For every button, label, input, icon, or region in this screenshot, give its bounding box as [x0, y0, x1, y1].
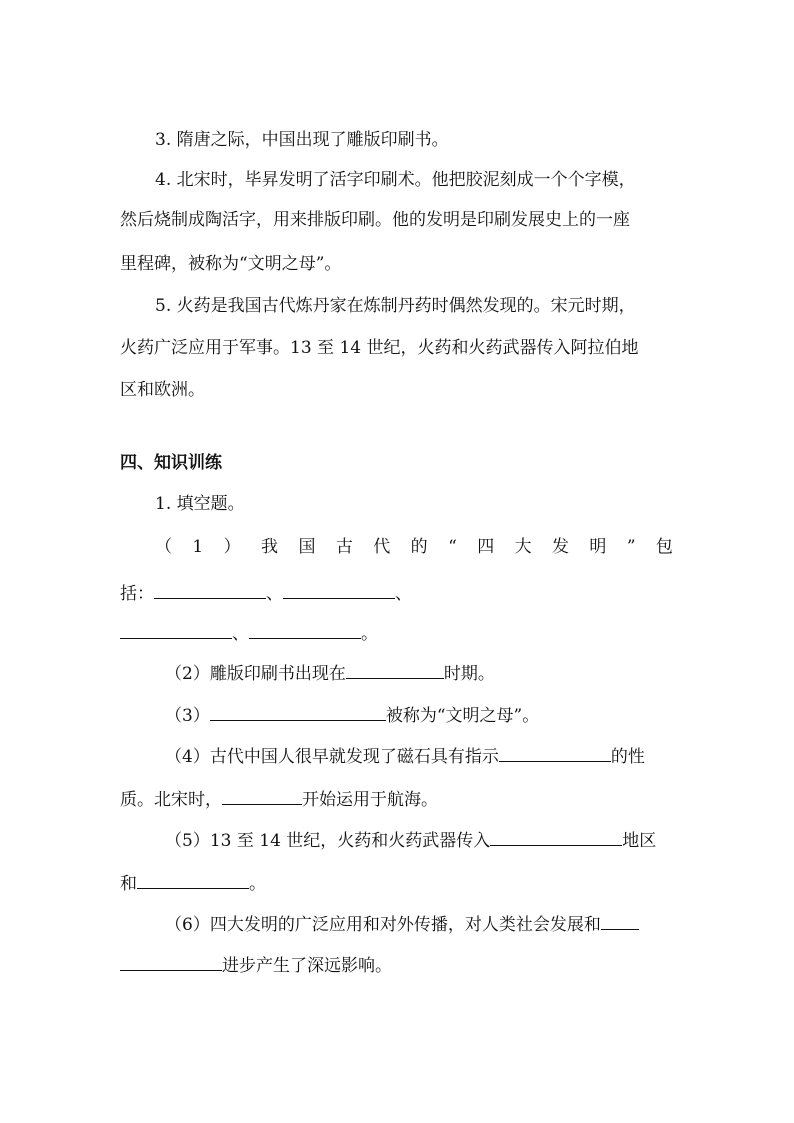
period: 。 [249, 874, 266, 894]
fact-5-line-1: 5. 火药是我国古代炼丹家在炼制丹药时偶然发现的。宋元时期， [155, 296, 636, 316]
question-4-line-2-suffix: 开始运用于航海。 [302, 790, 438, 810]
period: 。 [361, 624, 378, 644]
question-5-suffix: 地区 [622, 831, 657, 851]
blank-invention-2[interactable] [283, 580, 395, 599]
fact-4-line-2: 然后烧制成陶活字，用来排版印刷。他的发明是印刷发展史上的一座 [120, 210, 630, 230]
question-1-char: “ [448, 537, 457, 557]
question-1-char: （ [155, 537, 172, 557]
question-title: 1. 填空题。 [155, 494, 245, 514]
question-4-line-1 [165, 743, 645, 769]
blank-navigation-tool[interactable] [222, 786, 302, 805]
separator: 、 [232, 624, 249, 644]
fact-3: 3. 隋唐之际，中国出现了雕版印刷书。 [155, 130, 449, 150]
question-5-line-2-prefix: 和 [120, 874, 137, 894]
question-6-line-2 [120, 952, 392, 978]
question-5-prefix: （5）13 至 14 世纪，火药和火药武器传入 [165, 831, 491, 851]
question-1-char: 国 [298, 537, 316, 557]
fact-4-line-1: 4. 北宋时，毕昇发明了活字印刷术。他把胶泥刻成一个个字模， [155, 170, 636, 190]
fact-5-line-3: 区和欧洲。 [120, 380, 205, 400]
question-3 [165, 702, 539, 728]
question-1-line-1 [155, 535, 673, 559]
question-2-suffix: 时期。 [443, 664, 495, 684]
question-4-line-2-prefix: 质。北宋时， [120, 790, 222, 810]
fact-5-line-2: 火药广泛应用于军事。13 至 14 世纪，火药和火药武器传入阿拉伯地 [120, 338, 639, 358]
question-2 [165, 660, 495, 686]
question-1-char: 我 [261, 537, 279, 557]
question-1-char: 大 [514, 537, 532, 557]
question-6-text: （6）四大发明的广泛应用和对外传播，对人类社会发展和 [165, 915, 601, 935]
question-1-line-2 [120, 580, 412, 606]
question-1-char: ” [626, 537, 636, 557]
question-4-line-2 [120, 786, 438, 812]
question-1-char: 明 [589, 537, 607, 557]
question-6-line-1 [165, 911, 639, 937]
separator: 、 [266, 584, 283, 604]
question-3-suffix: 被称为“文明之母”。 [385, 706, 540, 726]
question-1-line-3 [120, 620, 378, 646]
question-1-char: 古 [335, 537, 353, 557]
section-heading: 四、知识训练 [120, 453, 222, 473]
question-2-prefix: （2）雕版印刷书出现在 [165, 664, 346, 684]
question-3-prefix: （3） [165, 706, 210, 726]
question-6-suffix: 进步产生了深远影响。 [222, 956, 392, 976]
blank-progress-start[interactable] [601, 911, 639, 930]
blank-invention-1[interactable] [154, 580, 266, 599]
question-5-line-1 [165, 827, 656, 853]
question-1-prefix: 括： [120, 584, 154, 604]
blank-magnet-property[interactable] [499, 743, 611, 762]
blank-period[interactable] [346, 660, 444, 679]
blank-mother-of-civilization[interactable] [210, 702, 386, 721]
question-4-suffix: 的性 [610, 747, 645, 767]
question-1-char: ） [223, 537, 241, 557]
blank-progress-end[interactable] [120, 952, 222, 971]
question-1-char: 1 [192, 537, 204, 557]
blank-invention-4[interactable] [249, 620, 361, 639]
question-5-line-2 [120, 870, 266, 896]
blank-region-1[interactable] [490, 827, 622, 846]
question-1-char: 发 [552, 537, 569, 557]
blank-region-2[interactable] [137, 870, 249, 889]
question-1-char: 包 [655, 537, 673, 557]
question-1-char: 四 [477, 537, 495, 557]
question-1-char: 代 [373, 537, 391, 557]
question-1-char: 的 [410, 537, 428, 557]
separator: 、 [395, 584, 412, 604]
blank-invention-3[interactable] [120, 620, 232, 639]
question-4-prefix: （4）古代中国人很早就发现了磁石具有指示 [165, 747, 499, 767]
fact-4-line-3: 里程碑，被称为“文明之母”。 [120, 254, 342, 274]
